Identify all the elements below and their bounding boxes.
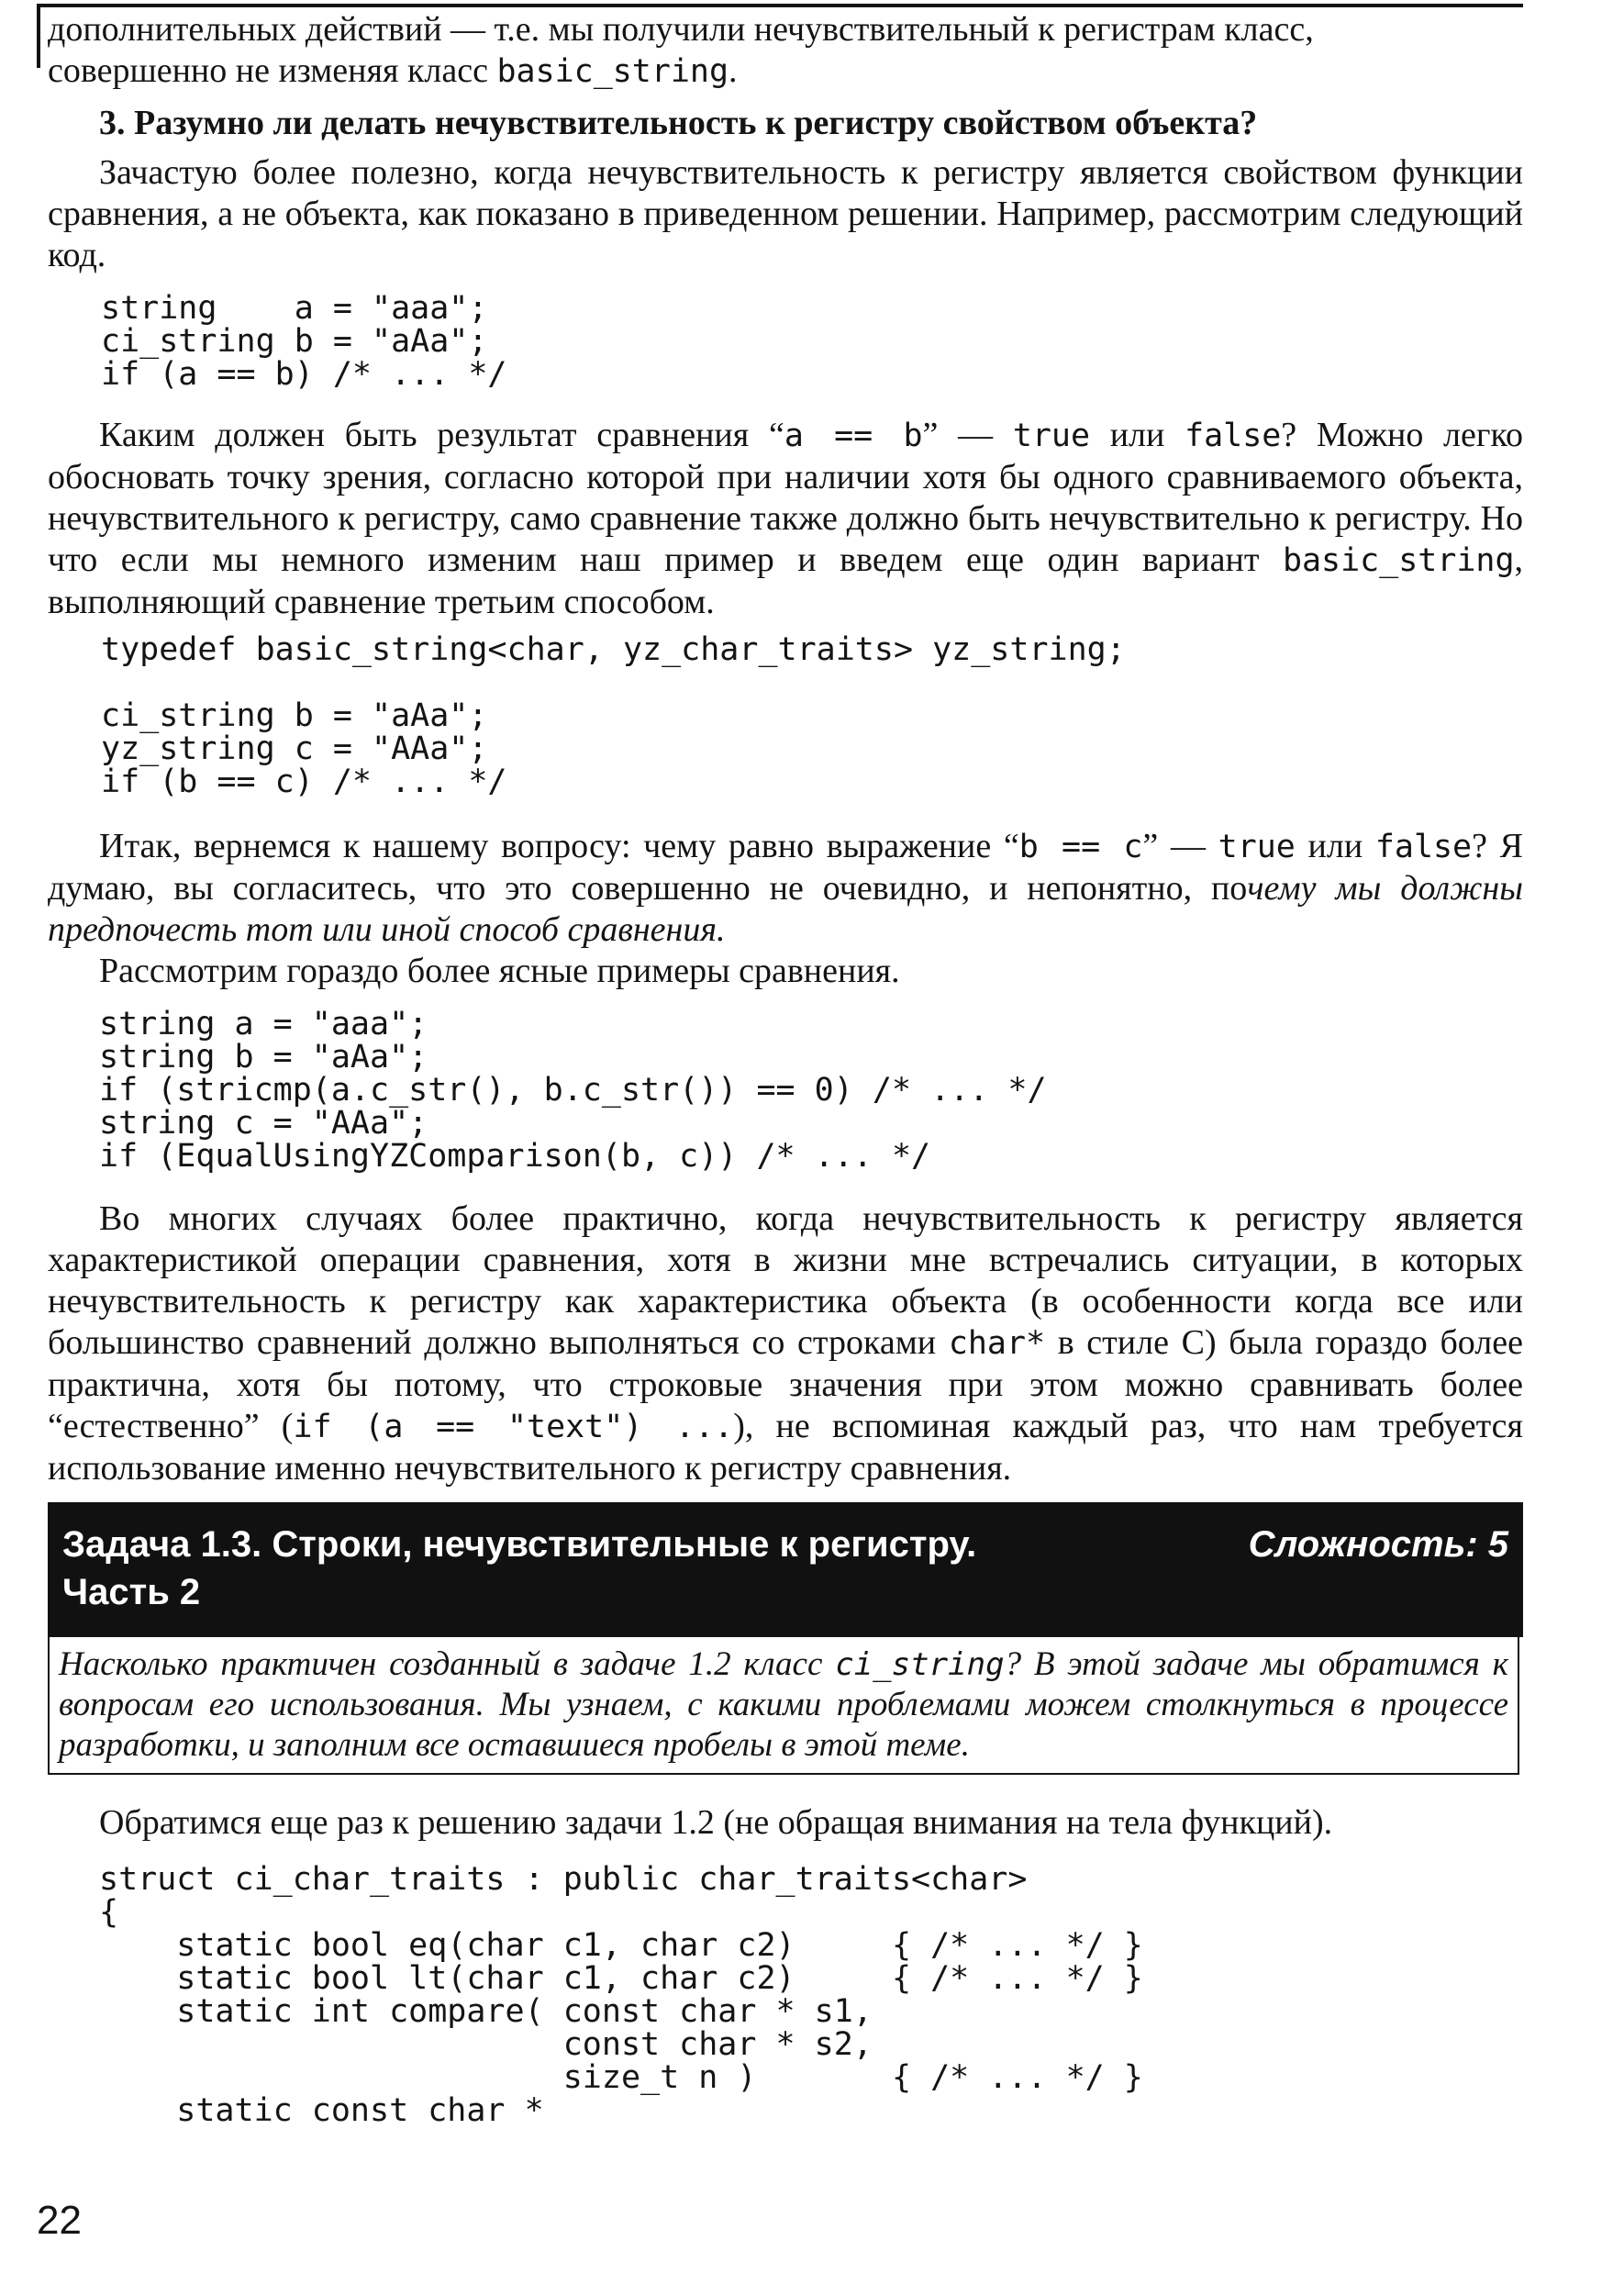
after-task-paragraph xyxy=(48,1802,1523,1844)
text-run: Итак, вернемся к нашему вопросу: чему равно выражение “ xyxy=(99,827,1019,865)
code-block-4: struct ci_char_traits : public char_traits<char> { static bool eq(char c1, char c2) { /* ... */ } static bool lt(char c1, char c2) { /* ... */ } static int compare( const char * s1, const char * s2, size_t n ) { /* ... */ } static const char * xyxy=(99,1861,1143,2129)
task-header xyxy=(48,1502,1523,1637)
paragraph-text: Рассмотрим гораздо более ясные примеры сравнения. xyxy=(99,952,900,990)
inline-code: a == b xyxy=(784,418,923,454)
task-title: Задача 1.3. Строки, нечувствительные к регистру. xyxy=(62,1524,977,1565)
code-block-3: string a = "aaa"; string b = "aAa"; if (stricmp(a.c_str(), b.c_str()) == 0) /* ... */ string c = "AAa"; if (EqualUsingYZComparison(b, c)) /* ... */ xyxy=(99,1006,1047,1175)
inline-code: true xyxy=(1218,829,1296,865)
inline-code: char* xyxy=(948,1325,1046,1362)
inline-code: false xyxy=(1185,418,1282,454)
inline-code: b == c xyxy=(1018,829,1143,865)
inline-code: true xyxy=(1012,418,1090,454)
section-paragraph-1 xyxy=(48,152,1523,276)
text-run: или xyxy=(1295,827,1375,865)
continuation-text: . xyxy=(729,51,738,90)
paragraph-text xyxy=(48,826,1523,951)
inline-code: ci_string xyxy=(835,1646,1005,1683)
section-paragraph-3 xyxy=(48,826,1523,992)
paragraph-text: Зачастую более полезно, когда нечувствительность к регистру является свойством функции сравнения, а не объекта, как показано в приведенном решении. Например, рассмотрим следующий код. xyxy=(48,153,1523,274)
inline-code: basic_string xyxy=(1282,542,1515,579)
text-run: в стиле C) была гораздо более практична, хотя бы потому, что строковые значения при этом можно сравнивать более “естественно” ( xyxy=(48,1323,1524,1445)
paragraph-text: Обратимся еще раз к решению задачи 1.2 (не обращая внимания на тела функций). xyxy=(99,1803,1333,1842)
text-run: ” — xyxy=(1142,827,1218,865)
inline-code: if (a == "text") ... xyxy=(293,1409,734,1445)
page-number: 22 xyxy=(37,2198,82,2243)
task-description xyxy=(48,1637,1519,1775)
text-run: ), не вспоминая каждый раз, что нам требуется использование именно нечувствительного к регистру сравнения. xyxy=(48,1407,1523,1488)
task-subtitle: Часть 2 xyxy=(62,1572,201,1612)
code-block-1: string a = "aaa"; ci_string b = "aAa"; if (a == b) /* ... */ xyxy=(101,290,507,393)
text-run: Во многих случаях более практично, когда нечувствительность к регистру является характеристикой операции сравнения, хотя в жизни мне встречались ситуации, в которых нечувствительность к регистру как характеристика объекта (в особенности когда все или большинство сравнений должно выполняться со строками xyxy=(48,1199,1523,1362)
text-run: Каким должен быть результат сравнения “ xyxy=(99,416,784,454)
section-paragraph-4 xyxy=(48,1198,1523,1489)
text-run: ” — xyxy=(922,416,1013,454)
continuation-line-1: дополнительных действий — т.е. мы получили нечувствительный к регистрам класс, xyxy=(48,10,1314,49)
italic-text: чему мы должны предпочесть тот или иной способ сравнения. xyxy=(48,869,1524,949)
continuation-paragraph xyxy=(48,9,1523,93)
task-difficulty: Сложность: 5 xyxy=(1248,1524,1508,1565)
continuation-line-2 xyxy=(48,50,1523,93)
frame-corner-line xyxy=(37,4,40,68)
code-block-2: typedef basic_string<char, yz_char_traits> yz_string; ci_string b = "aAa"; yz_string c = "AAa"; if (b == c) /* ... */ xyxy=(101,631,1126,800)
text-run: , выполняющий сравнение третьим способом. xyxy=(48,541,1523,621)
paragraph-text xyxy=(48,1198,1523,1489)
task-text: ? В этой задаче мы обратимся к вопросам его использования. Мы узнаем, с какими проблемами можем столкнуться в процессе разработки, и заполним все оставшиеся пробелы в этой теме. xyxy=(59,1645,1508,1764)
paragraph-text xyxy=(48,415,1523,623)
text-run: или xyxy=(1090,416,1185,454)
text-run: ? Я думаю, вы согласитесь, что это совершенно не очевидно, и непонятно, по xyxy=(48,827,1523,908)
inline-code: false xyxy=(1374,829,1473,865)
task-text: Насколько практичен созданный в задаче 1.2 класс xyxy=(59,1645,836,1683)
section-paragraph-2 xyxy=(48,415,1523,623)
text-run: ? Можно легко обосновать точку зрения, согласно которой при наличии хотя бы одного сравниваемого объекта, нечувствительного к регистру, само сравнение также должно быть нечувствительно к регистру. Но что если мы немного изменим наш пример и введем еще один вариант xyxy=(48,416,1523,579)
continuation-text: совершенно не изменяя класс xyxy=(48,51,497,90)
section-heading: 3. Разумно ли делать нечувствительность к регистру свойством объекта? xyxy=(99,104,1258,142)
frame-top-line xyxy=(37,4,1523,7)
inline-code: basic_string xyxy=(496,53,729,90)
